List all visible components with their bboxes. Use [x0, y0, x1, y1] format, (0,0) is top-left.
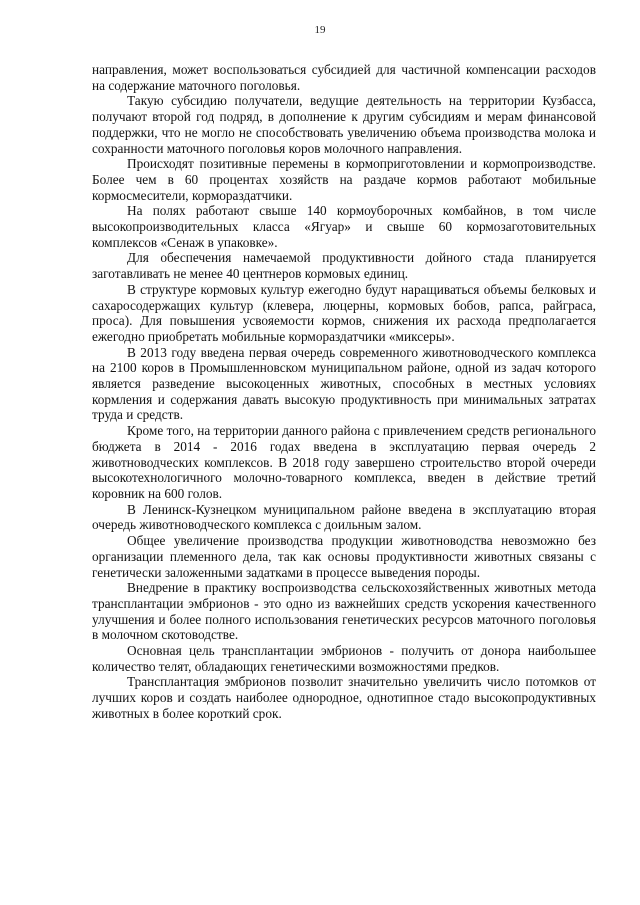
paragraph-8: Кроме того, на территории данного района с привлечением средств регионального бюджета в 2014 - 2016 годах введена в эксплуатацию первая очередь 2 животноводческих комплексов. В 2018 году завершено строительство второй очереди высокотехнологичного молочно-товарного комплекса, введен в действие третий коровник на 600 голов.: [92, 423, 596, 501]
paragraph-5: Для обеспечения намечаемой продуктивности дойного стада планируется заготавливать не менее 40 центнеров кормовых единиц.: [92, 250, 596, 282]
paragraph-10: Общее увеличение производства продукции животноводства невозможно без организации племенного дела, так как основы продуктивности животных связаны с генетически заложенными задатками в процессе выведения породы.: [92, 533, 596, 580]
paragraph-3: Происходят позитивные перемены в кормоприготовлении и кормопроизводстве. Более чем в 60 процентах хозяйств на раздаче кормов работают мобильные кормосмесители, кормораздатчики.: [92, 156, 596, 203]
paragraph-13: Трансплантация эмбрионов позволит значительно увеличить число потомков от лучших коров и создать наиболее однородное, однотипное стадо высокопродуктивных животных в более короткий срок.: [92, 674, 596, 721]
paragraph-4: На полях работают свыше 140 кормоуборочных комбайнов, в том числе высокопроизводительных класса «Ягуар» и свыше 60 кормозаготовительных комплексов «Сенаж в упаковке».: [92, 203, 596, 250]
paragraph-11: Внедрение в практику воспроизводства сельскохозяйственных животных метода трансплантации эмбрионов - это одно из важнейших средств ускорения качественного улучшения и более полного использования генетических ресурсов маточного поголовья в молочном скотоводстве.: [92, 580, 596, 643]
page-number: 19: [314, 24, 326, 36]
paragraph-7: В 2013 году введена первая очередь современного животноводческого комплекса на 2100 коров в Промышленновском муниципальном районе, одной из задач которого является разведение высокоценных животных, способных в местных условиях кормления и содержания давать высокую продуктивность при минимальных затратах труда и средств.: [92, 344, 596, 423]
paragraph-12: Основная цель трансплантации эмбрионов - получить от донора наибольшее количество телят, обладающих генетическими возможностями предков.: [92, 643, 596, 674]
paragraph-6: В структуре кормовых культур ежегодно будут наращиваться объемы белковых и сахаросодержащих культур (клевера, люцерны, кормовых бобов, рапса, райграса, проса). Для повышения усвояемости кормов, снижения их расхода предполагается ежегодно приобретать мобильные кормораздатчики «миксеры».: [92, 281, 596, 344]
paragraph-2: Такую субсидию получатели, ведущие деятельность на территории Кузбасса, получают второй год подряд, в дополнение к другим субсидиям и мерам финансовой поддержки, что не могло не способствовать увеличению объема производства молока и сохранности маточного поголовья коров молочного направления.: [92, 93, 596, 156]
body-text: [92, 62, 596, 722]
paragraph-1: направления, может воспользоваться субсидией для частичной компенсации расходов на содержание маточного поголовья.: [92, 62, 596, 93]
paragraph-9: В Ленинск-Кузнецком муниципальном районе введена в эксплуатацию вторая очередь животноводческого комплекса с доильным залом.: [92, 501, 596, 533]
